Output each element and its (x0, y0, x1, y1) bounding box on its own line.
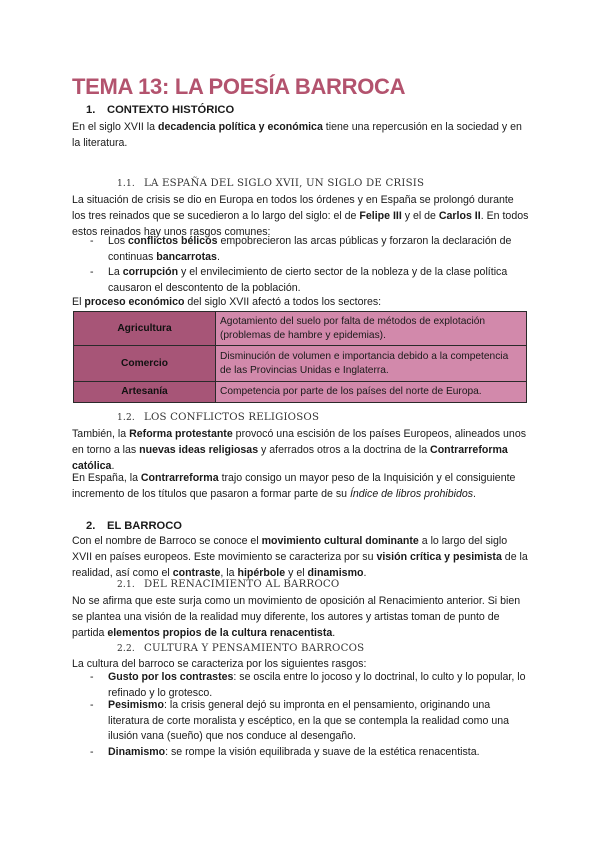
subsection-heading-1-2 (117, 412, 319, 423)
effect-cell: Competencia por parte de los países del norte de Europa. (216, 382, 527, 403)
subsection-heading-2-1 (117, 579, 339, 590)
section-number: 2. (86, 520, 96, 532)
dash-bullet: - (90, 746, 94, 758)
section-title: CONTEXTO HISTÓRICO (107, 104, 235, 116)
dash-bullet: - (90, 235, 94, 247)
section-title: EL BARROCO (107, 520, 183, 532)
paragraph: En España, la Contrarreforma trajo consigo un mayor peso de la Inquisición y el consiguiente incremento de los títulos que pasaron a formar parte de su Índice de libros prohibidos. (72, 472, 516, 500)
paragraph: La situación de crisis se dio en Europa en todos los órdenes y en España se prolongó durante los tres reinados que se sucedieron a lo largo del siglo: el de Felipe III y el de Carlos II. En todos estos reinados hay unos rasgos comunes: (72, 194, 529, 238)
table-row (74, 312, 527, 346)
dash-bullet: - (90, 266, 94, 278)
sector-cell: Artesanía (74, 382, 216, 403)
economic-sectors-table (73, 311, 527, 403)
list-item: - Los conflictos bélicos empobrecieron las arcas públicas y forzaron la declaración de continuas bancarrotas. (90, 235, 512, 263)
paragraph: También, la Reforma protestante provocó una escisión de los países Europeos, alineados unos en torno a las nuevas ideas religiosas y aferrados otros a la doctrina de la Contrarreforma católica. (72, 428, 527, 472)
subsection-title: LOS CONFLICTOS RELIGIOSOS (144, 412, 320, 423)
dash-bullet: - (90, 699, 94, 711)
subsection-title: DEL RENACIMIENTO AL BARROCO (144, 579, 340, 590)
section-number: 1. (86, 104, 96, 116)
effect-cell: Disminución de volumen e importancia debido a la competencia de las Provincias Unidas e Inglaterra. (216, 346, 527, 382)
subsection-number: 1.2. (117, 413, 135, 423)
paragraph: Con el nombre de Barroco se conoce el movimiento cultural dominante a lo largo del siglo XVII en países europeos. Este movimiento se caracteriza por su visión crítica y pesimista de la realidad, así como el contraste, la hipérbole y el dinamismo. (72, 535, 528, 579)
subsection-number: 1.1. (117, 179, 135, 189)
page-title: TEMA 13: LA POESÍA BARROCA (72, 74, 406, 99)
table-row (74, 346, 527, 382)
list-item: - Dinamismo: se rompe la visión equilibrada y suave de la estética renacentista. (90, 745, 530, 761)
effect-cell: Agotamiento del suelo por falta de métodos de explotación (problemas de hambre y epidemias). (216, 312, 527, 346)
paragraph: En el siglo XVII la decadencia política y económica tiene una repercusión en la sociedad y en la literatura. (72, 121, 522, 149)
subsection-number: 2.2. (117, 644, 135, 654)
list-item: - La corrupción y el envilecimiento de cierto sector de la nobleza y de la clase política causaron el descontento de la población. (90, 266, 508, 294)
subsection-heading-2-2 (117, 643, 364, 654)
paragraph: La cultura del barroco se caracteriza por los siguientes rasgos: (72, 658, 367, 670)
sector-cell: Comercio (74, 346, 216, 382)
subsection-title: CULTURA Y PENSAMIENTO BARROCOS (144, 643, 365, 654)
list-item: - Pesimismo: la crisis general dejó su impronta en el pensamiento, originando una literatura de corte moralista y escéptico, en la que se contempla la realidad como una ilusión vana (sueño) que nos conduce al desengaño. (90, 699, 510, 743)
table-row (74, 382, 527, 403)
subsection-title: LA ESPAÑA DEL SIGLO XVII, UN SIGLO DE CRISIS (144, 178, 425, 189)
sector-cell: Agricultura (74, 312, 216, 346)
subsection-heading-1-1 (117, 178, 424, 189)
paragraph: El proceso económico del siglo XVII afectó a todos los sectores: (72, 296, 382, 308)
section-heading-2 (86, 520, 182, 532)
paragraph: No se afirma que este surja como un movimiento de oposición al Renacimiento anterior. Si bien se plantea una visión de la realidad muy diferente, los autores y artistas toman de punto de partida elementos propios de la cultura renacentista. (72, 595, 521, 639)
dash-bullet: - (90, 671, 94, 683)
section-heading-1 (86, 104, 234, 116)
subsection-number: 2.1. (117, 580, 135, 590)
list-item: - Gusto por los contrastes: se oscila entre lo jocoso y lo doctrinal, lo culto y lo popular, lo refinado y lo grotesco. (90, 671, 526, 699)
